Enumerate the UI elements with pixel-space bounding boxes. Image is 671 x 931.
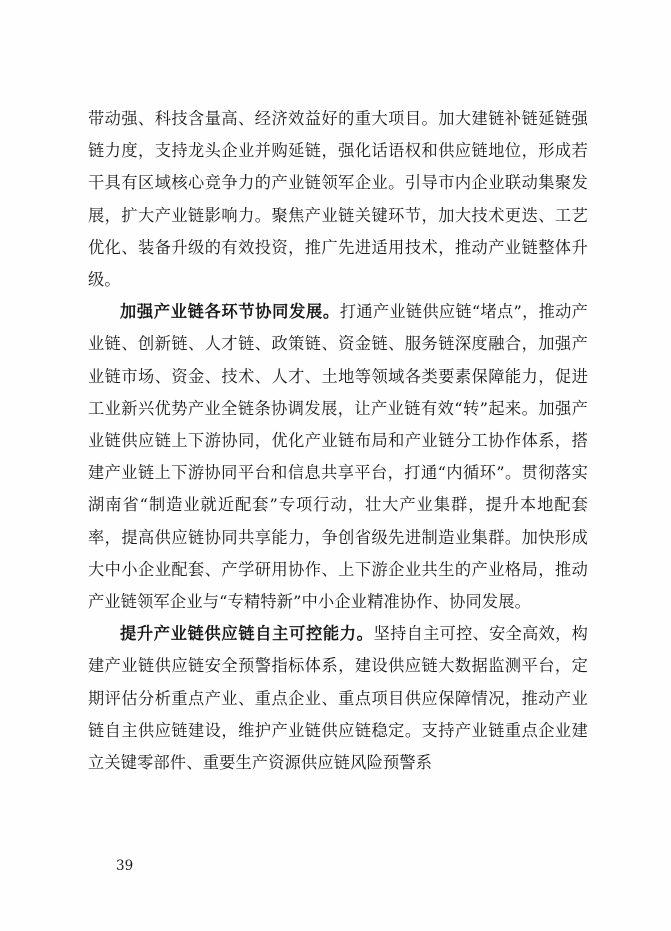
paragraph-3 xyxy=(88,618,588,779)
page-body xyxy=(88,103,588,779)
paragraph-1-text: 带动强、科技含量高、经济效益好的重大项目。加大建链补链延链强链力度，支持龙头企业并购延链，强化话语权和供应链地位，形成若干具有区域核心竞争力的产业链领军企业。引导市内企业联动集聚发展，扩大产业链影响力。聚焦产业链关键环节，加大技术更迭、工艺优化、装备升级的有效投资，推广先进适用技术，推动产业链整体升级。 xyxy=(88,109,588,290)
paragraph-1 xyxy=(88,103,588,296)
paragraph-2 xyxy=(88,296,588,618)
paragraph-3-text: 坚持自主可控、安全高效，构建产业链供应链安全预警指标体系，建设供应链大数据监测平台，定期评估分析重点产业、重点企业、重点项目供应保障情况，推动产业链自主供应链建设，维护产业链供应链稳定。支持产业链重点企业建立关键零部件、重要生产资源供应链风险预警系 xyxy=(88,624,588,773)
paragraph-2-text: 打通产业链供应链“堵点”，推动产业链、创新链、人才链、政策链、资金链、服务链深度融合，加强产业链市场、资金、技术、人才、土地等领域各类要素保障能力，促进工业新兴优势产业全链条协调发展，让产业链有效“转”起来。加强产业链供应链上下游协同，优化产业链布局和产业链分工协作体系，搭建产业链上下游协同平台和信息共享平台，打通“内循环”。贯彻落实湖南省“制造业就近配套”专项行动，壮大产业集群，提升本地配套率，提高供应链协同共享能力，争创省级先进制造业集群。加快形成大中小企业配套、产学研用协作、上下游企业共生的产业格局，推动产业链领军企业与“专精特新”中小企业精准协作、协同发展。 xyxy=(88,302,588,612)
page-number: 39 xyxy=(116,858,134,874)
paragraph-3-lead: 提升产业链供应链自主可控能力。 xyxy=(120,624,374,644)
paragraph-2-lead: 加强产业链各环节协同发展。 xyxy=(120,302,340,322)
